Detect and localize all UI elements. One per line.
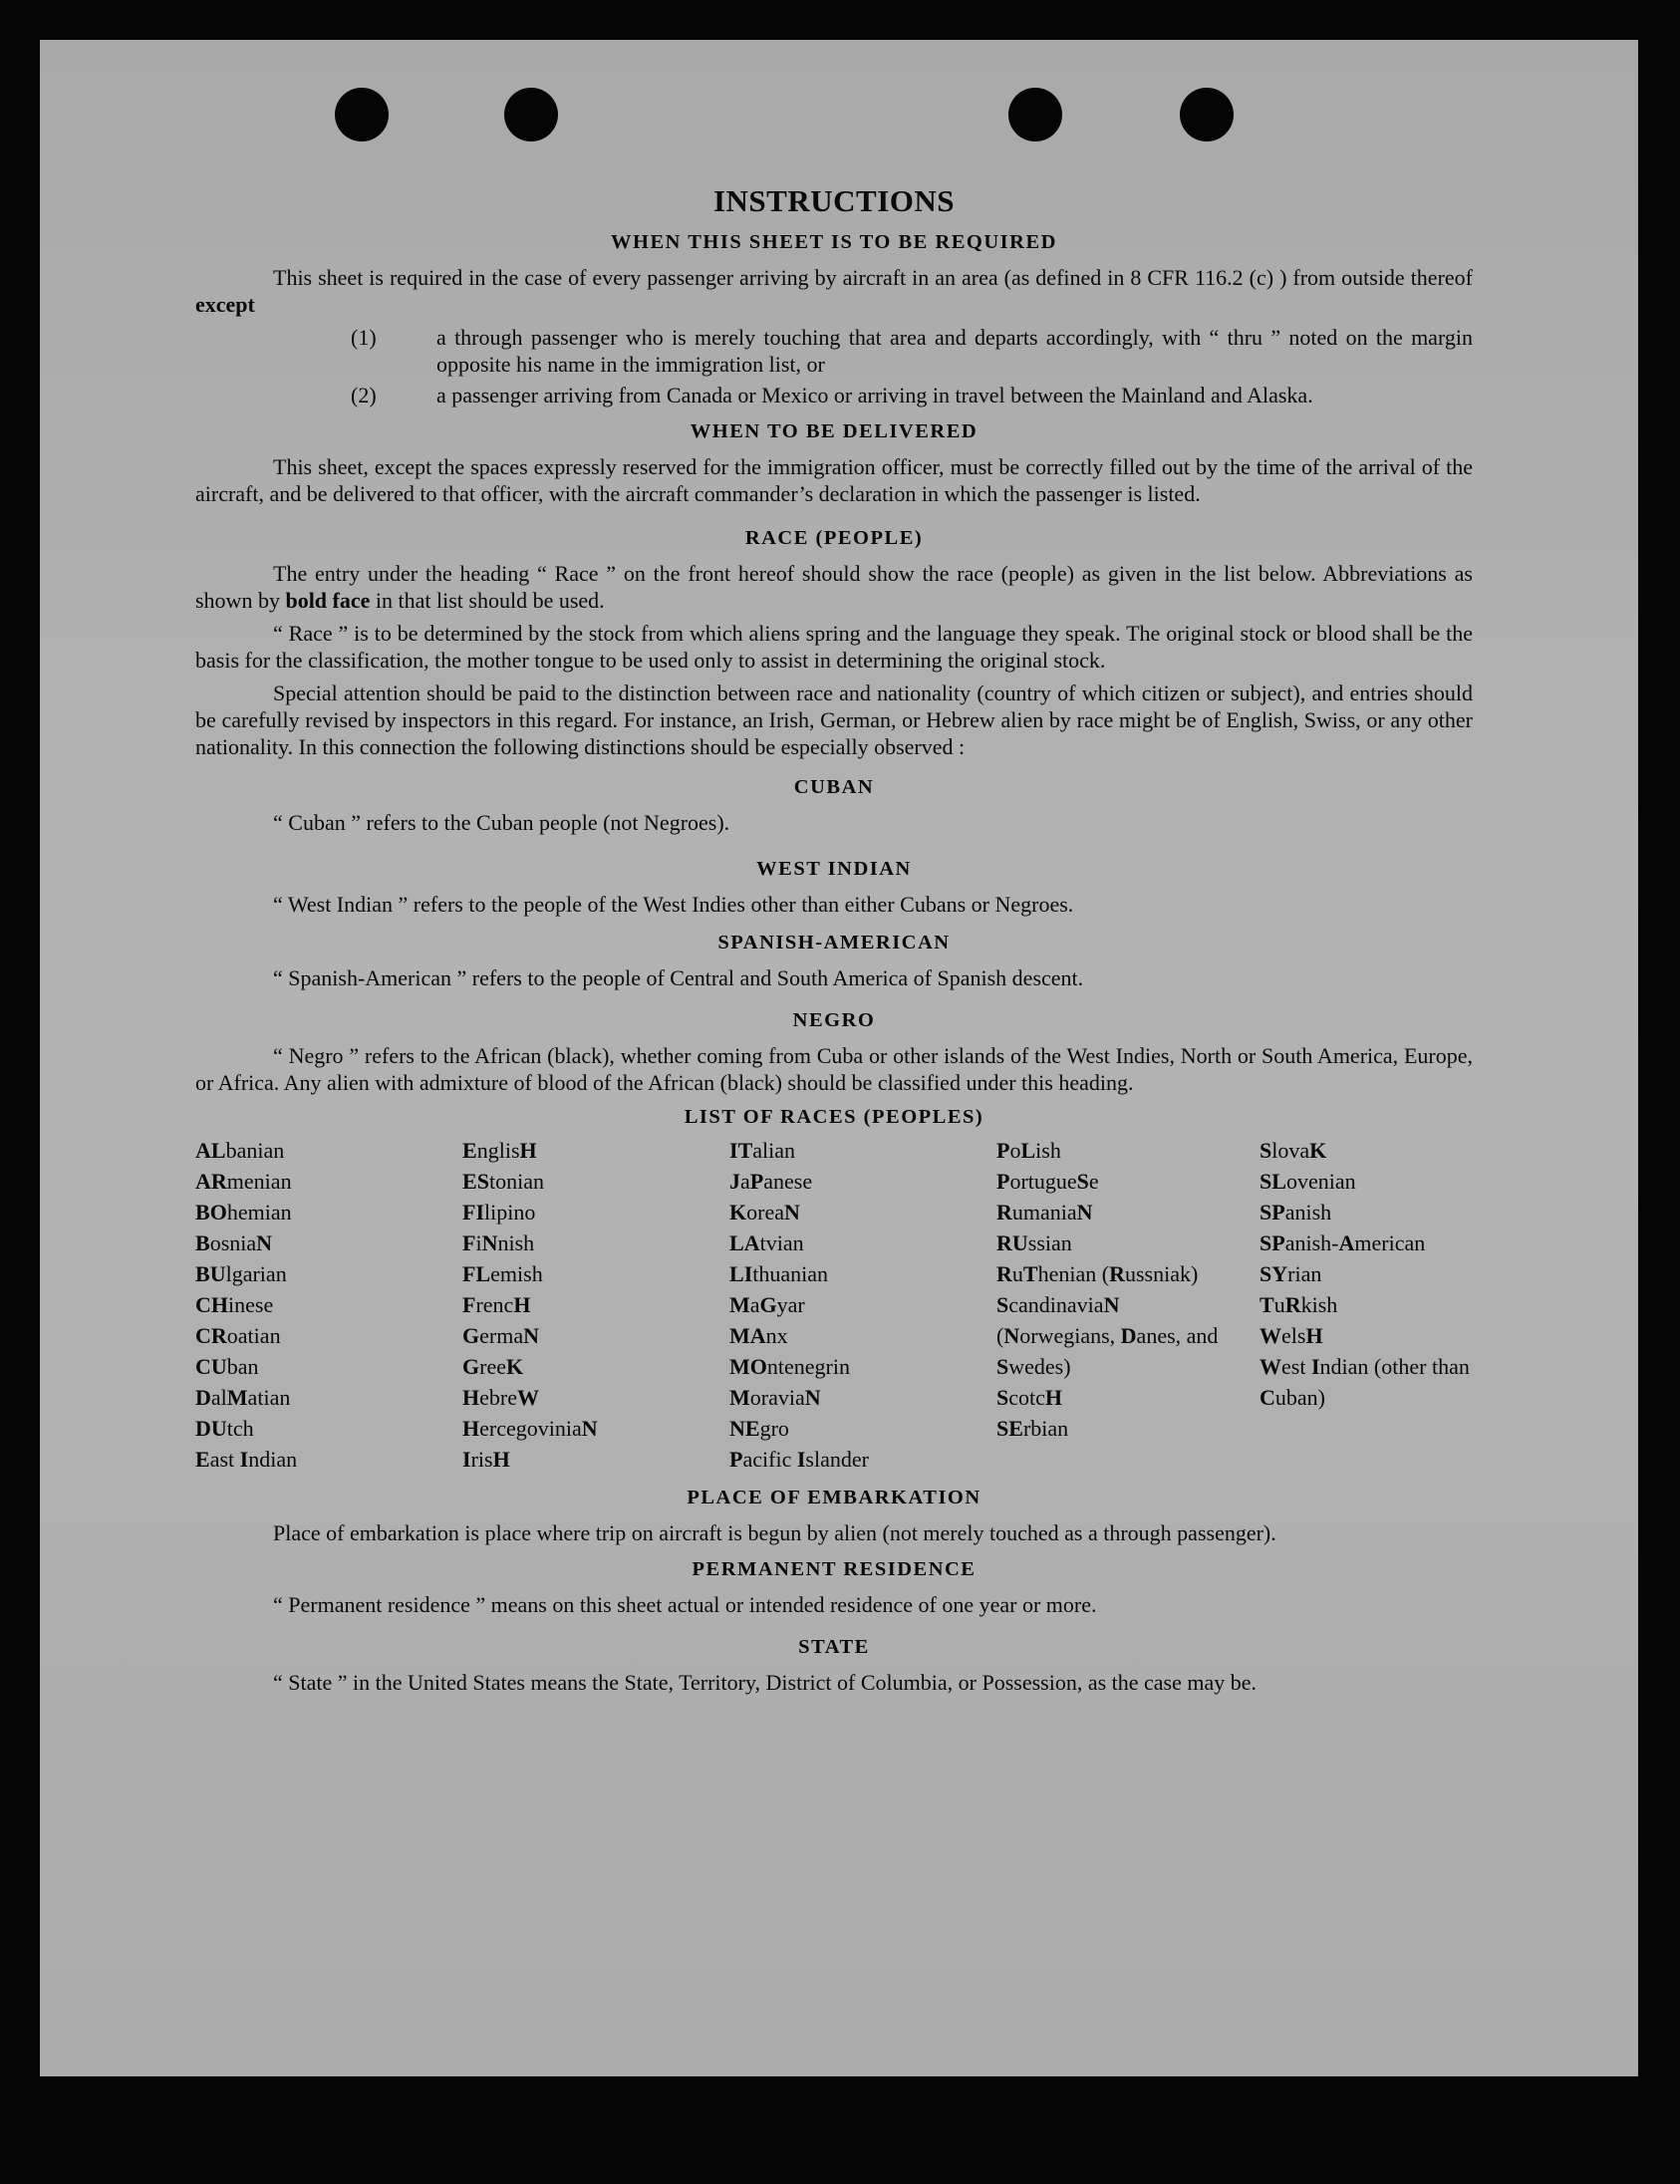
section-heading-list-of-races: LIST OF RACES (PEOPLES) bbox=[684, 1106, 984, 1128]
race-column bbox=[462, 1135, 729, 1475]
race-entry: CUban bbox=[195, 1354, 259, 1379]
section-heading-west-indian: WEST INDIAN bbox=[756, 858, 912, 880]
race-paragraph: Special attention should be paid to the distinction between race and nationality (country of which citizen or subject), and entries should be carefully revised by inspectors in this regard. For instance, an Irish, German, or Hebrew alien by race might be of English, Swiss, or any other nationality. In this connection the following distinctions should be especially observed : bbox=[195, 681, 1473, 759]
punch-hole bbox=[1180, 88, 1234, 141]
race-entry: WelsH bbox=[1260, 1323, 1323, 1348]
race-entry: SYrian bbox=[1260, 1261, 1322, 1286]
race-entry: GermaN bbox=[462, 1323, 539, 1348]
race-entry: SErbian bbox=[996, 1416, 1069, 1441]
race-entry: JaPanese bbox=[729, 1169, 813, 1194]
race-entry: HebreW bbox=[462, 1385, 539, 1410]
section-heading-state: STATE bbox=[798, 1636, 870, 1658]
item-text: a passenger arriving from Canada or Mexico or arriving in travel between the Mainland and Alaska. bbox=[436, 383, 1313, 408]
race-entry: TuRkish bbox=[1260, 1292, 1338, 1317]
west-indian-text: “ West Indian ” refers to the people of the West Indies other than either Cubans or Negroes. bbox=[273, 892, 1074, 917]
punch-hole bbox=[335, 88, 389, 141]
race-entry: SPanish bbox=[1260, 1200, 1332, 1225]
race-entry: BosniaN bbox=[195, 1230, 273, 1255]
race-entry: ALbanian bbox=[195, 1138, 285, 1163]
race-entry: SLovenian bbox=[1260, 1169, 1356, 1194]
exception-item bbox=[195, 382, 1473, 409]
race-column bbox=[195, 1135, 462, 1475]
race-entry: PoLish bbox=[996, 1138, 1061, 1163]
state-text: “ State ” in the United States means the State, Territory, District of Columbia, or Possession, as the case may be. bbox=[273, 1670, 1258, 1695]
spanish-american-text: “ Spanish-American ” refers to the people of Central and South America of Spanish descent. bbox=[273, 965, 1084, 990]
race-entry: BUlgarian bbox=[195, 1261, 287, 1286]
race-entry: LAtvian bbox=[729, 1230, 804, 1255]
section-heading-spanish-american: SPANISH-AMERICAN bbox=[717, 932, 951, 954]
race-entry: ITalian bbox=[729, 1138, 796, 1163]
race-entry: FIlipino bbox=[462, 1200, 536, 1225]
race-entry: SlovaK bbox=[1260, 1138, 1327, 1163]
race-entry: DalMatian bbox=[195, 1385, 291, 1410]
race-entry: West Indian (other than Cuban) bbox=[1260, 1354, 1470, 1410]
section-heading-negro: NEGRO bbox=[792, 1009, 876, 1031]
race-entry: ScotcH bbox=[996, 1385, 1063, 1410]
race-entry: IrisH bbox=[462, 1447, 510, 1472]
race-entry: ScandinaviaN (Norwegians, Danes, and Swedes) bbox=[996, 1292, 1219, 1379]
when-required-intro: This sheet is required in the case of every passenger arriving by aircraft in an area (as defined in 8 CFR 116.2 (c) ) from outside thereof except bbox=[195, 265, 1473, 317]
race-entry: HercegoviniaN bbox=[462, 1416, 598, 1441]
race-entry: Pacific Islander bbox=[729, 1447, 869, 1472]
race-entry: East Indian bbox=[195, 1447, 298, 1472]
section-heading-embarkation: PLACE OF EMBARKATION bbox=[687, 1487, 981, 1508]
race-entry: CRoatian bbox=[195, 1323, 281, 1348]
race-entry: EnglisH bbox=[462, 1138, 537, 1163]
race-entry: MaGyar bbox=[729, 1292, 805, 1317]
race-entry: KoreaN bbox=[729, 1200, 800, 1225]
exception-item bbox=[195, 324, 1473, 378]
race-entry: DUtch bbox=[195, 1416, 254, 1441]
race-paragraph: “ Race ” is to be determined by the stock from which aliens spring and the language they speak. The original stock or blood shall be the basis for the classification, the mother tongue to be used only to assist in determining the original stock. bbox=[195, 621, 1473, 673]
item-text: a through passenger who is merely touching that area and departs accordingly, with “ thru ” noted on the margin opposite his name in the immigration list, or bbox=[436, 325, 1473, 377]
race-column bbox=[1260, 1135, 1473, 1475]
section-heading-when-required: WHEN THIS SHEET IS TO BE REQUIRED bbox=[611, 231, 1057, 253]
race-entry: PortugueSe bbox=[996, 1169, 1099, 1194]
punch-hole bbox=[1008, 88, 1062, 141]
race-entry: NEgro bbox=[729, 1416, 789, 1441]
race-entry: RUssian bbox=[996, 1230, 1072, 1255]
embarkation-text: Place of embarkation is place where trip on aircraft is begun by alien (not merely touched as a through passenger). bbox=[273, 1520, 1276, 1545]
residence-text: “ Permanent residence ” means on this sheet actual or intended residence of one year or more. bbox=[273, 1592, 1097, 1617]
section-heading-residence: PERMANENT RESIDENCE bbox=[692, 1558, 977, 1580]
item-number: (1) bbox=[351, 325, 377, 350]
instructions-content bbox=[195, 175, 1473, 1702]
document-sheet bbox=[40, 40, 1638, 2076]
when-delivered-text: This sheet, except the spaces expressly reserved for the immigration officer, must be correctly filled out by the time of the arrival of the aircraft, and be delivered to that officer, with the aircraft commander’s declaration in which the passenger is listed. bbox=[195, 454, 1473, 506]
race-entry: RuThenian (Russniak) bbox=[996, 1261, 1199, 1286]
race-entry: FLemish bbox=[462, 1261, 543, 1286]
race-entry: FiNnish bbox=[462, 1230, 535, 1255]
race-entry: ARmenian bbox=[195, 1169, 292, 1194]
race-entry: EStonian bbox=[462, 1169, 544, 1194]
race-list bbox=[195, 1135, 1473, 1475]
race-entry: RumaniaN bbox=[996, 1200, 1093, 1225]
item-number: (2) bbox=[351, 383, 377, 408]
race-entry: BOhemian bbox=[195, 1200, 292, 1225]
section-heading-cuban: CUBAN bbox=[793, 776, 875, 798]
race-entry: CHinese bbox=[195, 1292, 274, 1317]
race-entry: FrencH bbox=[462, 1292, 531, 1317]
race-entry: MAnx bbox=[729, 1323, 788, 1348]
punch-hole bbox=[504, 88, 558, 141]
race-entry: GreeK bbox=[462, 1354, 524, 1379]
race-entry: MOntenegrin bbox=[729, 1354, 850, 1379]
race-entry: MoraviaN bbox=[729, 1385, 821, 1410]
race-column bbox=[729, 1135, 996, 1475]
page-title: INSTRUCTIONS bbox=[712, 183, 955, 218]
section-heading-when-delivered: WHEN TO BE DELIVERED bbox=[690, 420, 979, 442]
cuban-text: “ Cuban ” refers to the Cuban people (not Negroes). bbox=[273, 810, 730, 835]
race-paragraph: The entry under the heading “ Race ” on the front hereof should show the race (people) as given in the list below. Abbreviations as shown by bold face in that list should be used. bbox=[195, 561, 1473, 613]
race-entry: SPanish-American bbox=[1260, 1230, 1426, 1255]
section-heading-race: RACE (PEOPLE) bbox=[744, 527, 924, 549]
race-entry: LIthuanian bbox=[729, 1261, 829, 1286]
negro-text: “ Negro ” refers to the African (black), whether coming from Cuba or other islands of the West Indies, North or South America, Europe, or Africa. Any alien with admixture of blood of the African (black) should be classified under this heading. bbox=[195, 1043, 1473, 1095]
race-column bbox=[996, 1135, 1260, 1475]
